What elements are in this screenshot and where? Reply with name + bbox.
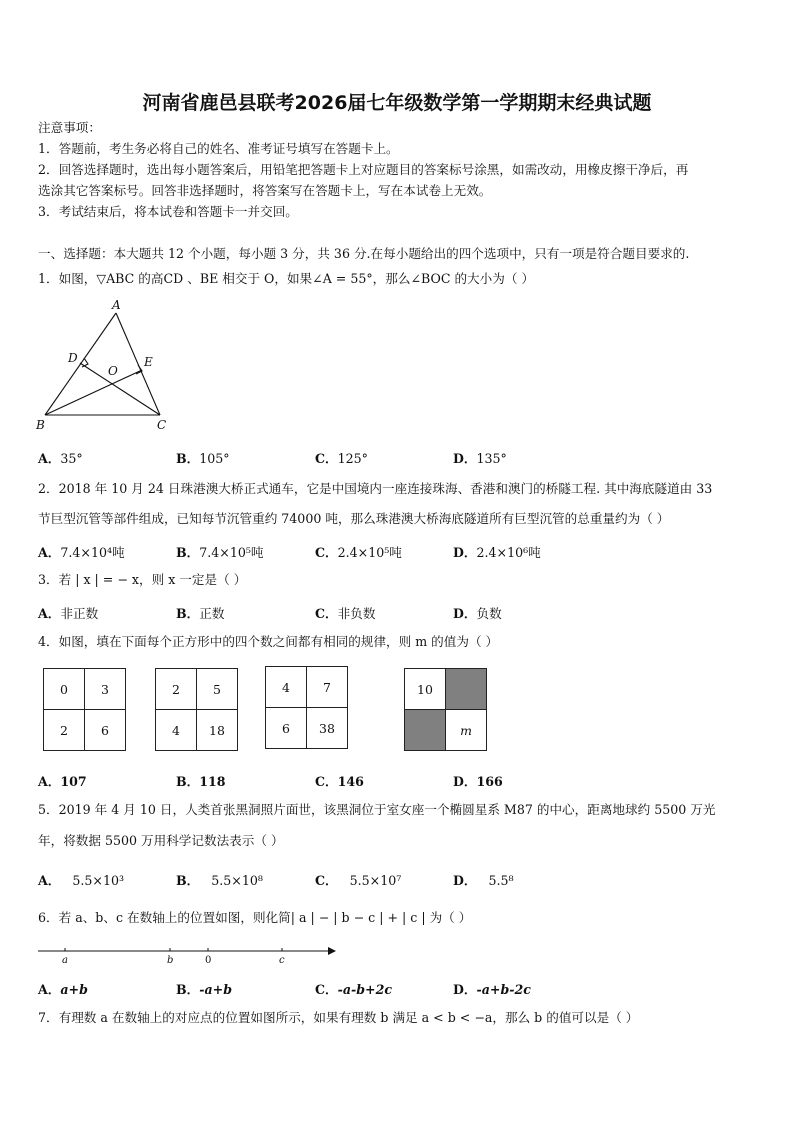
unknown-m-cell: m	[446, 710, 487, 751]
option-letter: C．	[315, 873, 338, 888]
number-square-1	[43, 668, 126, 751]
option-value: 35°	[60, 451, 83, 466]
option-letter: D．	[453, 873, 477, 888]
q1-option-d[interactable]	[453, 448, 507, 467]
option-value: 负数	[476, 606, 502, 621]
option-letter: C．	[315, 982, 338, 997]
q6-option-d[interactable]	[453, 979, 531, 998]
triangle-figure	[30, 295, 180, 435]
option-value: 135°	[476, 451, 507, 466]
q5-option-a[interactable]	[38, 870, 124, 889]
option-letter: A．	[38, 606, 61, 621]
q3-option-c[interactable]	[315, 603, 375, 622]
shaded-cell	[446, 669, 487, 710]
q4-option-d[interactable]	[453, 771, 503, 790]
option-value: 118	[199, 774, 226, 789]
option-letter: C．	[315, 774, 338, 789]
q4-option-a[interactable]	[38, 771, 87, 790]
q4-stem: 4．如图，填在下面每个正方形中的四个数之间都有相同的规律，则 m 的值为（ ）	[38, 634, 499, 649]
label-E: E	[144, 355, 153, 369]
axis-label-zero: 0	[205, 955, 212, 966]
option-value: 5.5×10⁷	[349, 873, 402, 888]
label-D: D	[68, 351, 78, 365]
axis-label-b: b	[167, 955, 174, 966]
square-cell: 4	[266, 667, 307, 708]
option-value: -a+b-2c	[476, 982, 531, 997]
option-letter: A．	[38, 982, 61, 997]
q3-stem: 3．若 | x | = − x，则 x 一定是（ ）	[38, 572, 247, 587]
square-cell: 2	[44, 710, 85, 751]
q6-option-b[interactable]	[176, 979, 232, 998]
option-value: -a+b	[199, 982, 232, 997]
q5-stem-line2: 年，将数据 5500 万用科学记数法表示（ ）	[38, 833, 284, 848]
square-cell: 18	[197, 710, 238, 751]
square-cell: 6	[85, 710, 126, 751]
q5-option-d[interactable]	[453, 870, 514, 889]
option-letter: B．	[176, 774, 200, 789]
square-cell: 10	[405, 669, 446, 710]
square-cell: 0	[44, 669, 85, 710]
option-value: 7.4×10⁵吨	[199, 545, 264, 560]
option-letter: D．	[453, 606, 477, 621]
q1-option-b[interactable]	[176, 448, 230, 467]
q2-stem-line1: 2．2018 年 10 月 24 日珠港澳大桥正式通车，它是中国境内一座连接珠海、香港和澳门的桥隧工程. 其中海底隧道由 33	[38, 481, 713, 496]
q2-option-c[interactable]	[315, 542, 402, 561]
q6-option-a[interactable]	[38, 979, 88, 998]
option-letter: B．	[176, 873, 200, 888]
label-A: A	[112, 298, 121, 312]
q1-stem: 1．如图，▽ABC 的高CD 、BE 相交于 O，如果∠A = 55°，那么∠BOC 的大小为（ ）	[38, 271, 535, 286]
option-letter: A．	[38, 545, 61, 560]
q3-option-a[interactable]	[38, 603, 98, 622]
option-value: 7.4×10⁴吨	[60, 545, 125, 560]
option-letter: C．	[315, 451, 338, 466]
section-heading: 一、选择题：本大题共 12 个小题，每小题 3 分，共 36 分.在每小题给出的四个选项中，只有一项是符合题目要求的.	[38, 246, 690, 261]
option-letter: B．	[176, 982, 200, 997]
q1-option-c[interactable]	[315, 448, 368, 467]
number-square-4	[404, 668, 487, 751]
q5-stem-line1: 5．2019 年 4 月 10 日，人类首张黑洞照片面世，该黑洞位于室女座一个椭圆星系 M87 的中心，距离地球约 5500 万光	[38, 802, 716, 817]
square-cell: 3	[85, 669, 126, 710]
page-title: 河南省鹿邑县联考2026届七年级数学第一学期期末经典试题	[142, 92, 652, 114]
q4-option-c[interactable]	[315, 771, 364, 790]
square-cell: 6	[266, 708, 307, 749]
option-value: 5.5×10⁸	[211, 873, 263, 888]
option-letter: D．	[453, 545, 477, 560]
option-value: 正数	[199, 606, 225, 621]
square-cell: 2	[156, 669, 197, 710]
option-value: 2.4×10⁵吨	[337, 545, 402, 560]
option-letter: A．	[38, 451, 61, 466]
square-cell: 7	[307, 667, 348, 708]
option-value: 146	[337, 774, 364, 789]
q5-option-c[interactable]	[315, 870, 401, 889]
option-value: 非负数	[337, 606, 376, 621]
option-letter: C．	[315, 545, 338, 560]
q3-option-d[interactable]	[453, 603, 502, 622]
axis-label-c: c	[279, 955, 285, 966]
option-value: a+b	[60, 982, 88, 997]
shaded-cell	[405, 710, 446, 751]
q2-option-b[interactable]	[176, 542, 264, 561]
q4-option-b[interactable]	[176, 771, 226, 790]
option-letter: B．	[176, 606, 200, 621]
q2-option-a[interactable]	[38, 542, 125, 561]
square-cell: 4	[156, 710, 197, 751]
option-value: 125°	[337, 451, 368, 466]
option-value: 非正数	[60, 606, 99, 621]
option-letter: D．	[453, 982, 477, 997]
square-cell: 5	[197, 669, 238, 710]
q2-stem-line2: 节巨型沉管等部件组成，已知每节沉管重约 74000 吨，那么珠港澳大桥海底隧道所有巨型沉管的总重量约为（ ）	[38, 511, 670, 526]
q1-option-a[interactable]	[38, 448, 83, 467]
option-letter: A．	[38, 774, 61, 789]
option-value: 2.4×10⁶吨	[476, 545, 541, 560]
label-O: O	[108, 364, 118, 378]
option-value: 5.5⁸	[488, 873, 514, 888]
q7-stem: 7．有理数 a 在数轴上的对应点的位置如图所示，如果有理数 b 满足 a < b < −a，那么 b 的值可以是（ ）	[38, 1010, 639, 1025]
number-square-2	[155, 668, 238, 751]
notice-item-3: 3．考试结束后，将本试卷和答题卡一并交回。	[38, 204, 298, 219]
q5-option-b[interactable]	[176, 870, 263, 889]
axis-label-a: a	[62, 955, 68, 966]
option-letter: B．	[176, 545, 200, 560]
number-line	[36, 938, 346, 966]
option-letter: D．	[453, 774, 477, 789]
q6-option-c[interactable]	[315, 979, 392, 998]
label-C: C	[157, 418, 167, 432]
label-B: B	[36, 418, 45, 432]
option-value: 166	[476, 774, 503, 789]
square-cell: 38	[307, 708, 348, 749]
option-letter: D．	[453, 451, 477, 466]
q6-stem: 6．若 a、b、c 在数轴上的位置如图，则化简| a | − | b − c | + | c | 为（ ）	[38, 910, 472, 925]
option-value: 107	[60, 774, 87, 789]
notice-item-2-cont: 选涂其它答案标号。回答非选择题时，将答案写在答题卡上，写在本试卷上无效。	[38, 183, 492, 198]
option-value: 105°	[199, 451, 230, 466]
option-letter: C．	[315, 606, 338, 621]
option-value: 5.5×10³	[72, 873, 125, 888]
option-value: -a-b+2c	[337, 982, 393, 997]
number-square-3	[265, 666, 348, 749]
option-letter: A．	[38, 873, 61, 888]
option-letter: B．	[176, 451, 200, 466]
notice-item-1: 1．答题前，考生务必将自己的姓名、准考证号填写在答题卡上。	[38, 141, 399, 156]
notice-heading: 注意事项：	[38, 120, 101, 135]
q3-option-b[interactable]	[176, 603, 224, 622]
notice-item-2: 2．回答选择题时，选出每小题答案后，用铅笔把答题卡上对应题目的答案标号涂黑，如需改动，用橡皮擦干净后，再	[38, 162, 689, 177]
q2-option-d[interactable]	[453, 542, 541, 561]
